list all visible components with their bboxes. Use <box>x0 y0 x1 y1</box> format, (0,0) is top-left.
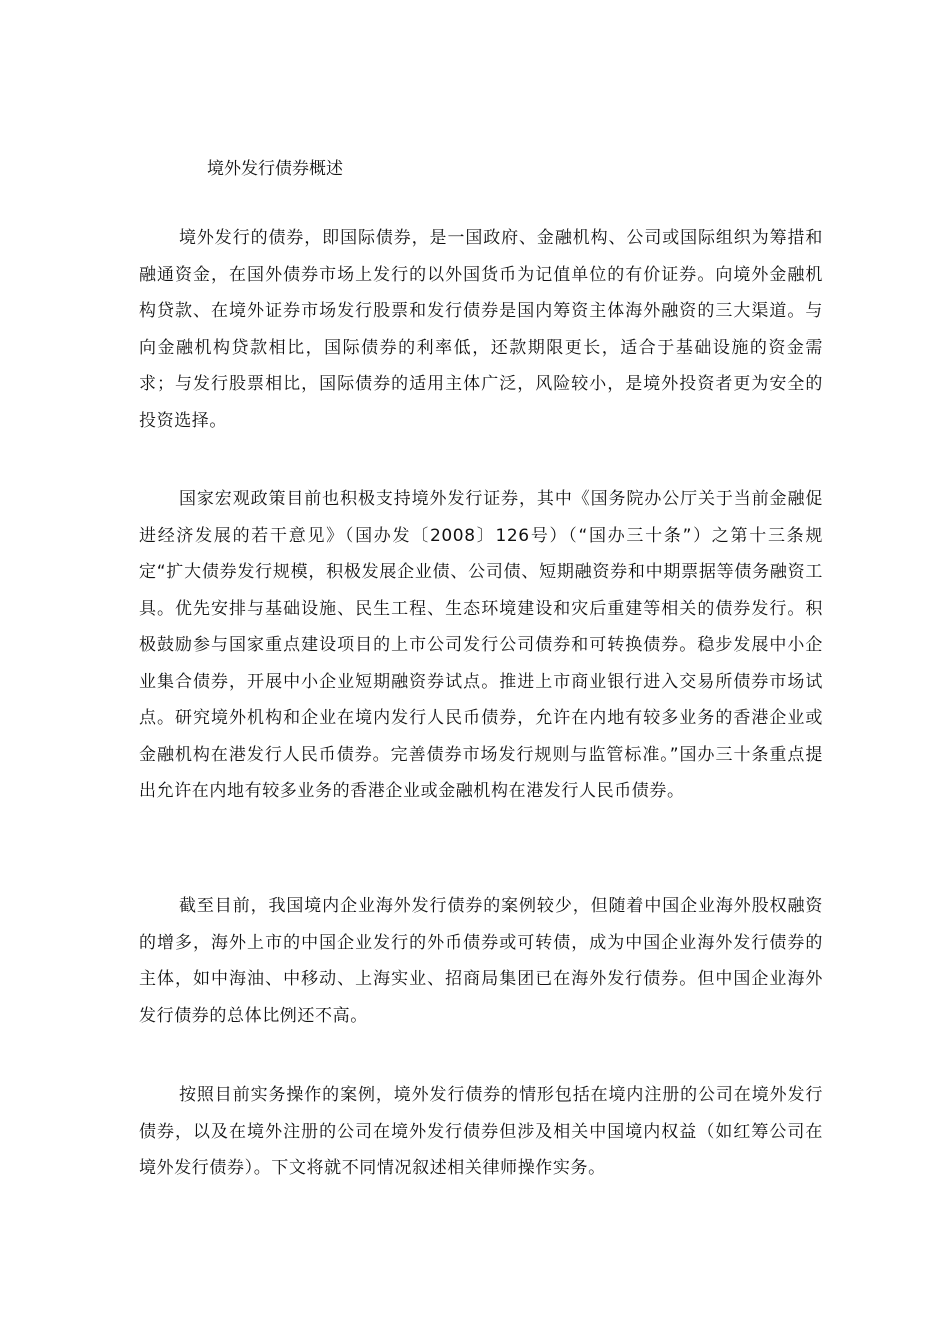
paragraph-current-status: 截至目前，我国境内企业海外发行债券的案例较少，但随着中国企业海外股权融资的增多，海外上市的中国企业发行的外币债券或可转债，成为中国企业海外发行债券的主体，如中海油、中移动、上海实业、招商局集团已在海外发行债券。但中国企业海外发行债券的总体比例还不高。 <box>139 896 823 1026</box>
paragraph-policy: 国家宏观政策目前也积极支持境外发行证券，其中《国务院办公厅关于当前金融促进经济发展的若干意见》（国办发〔2008〕126号）（“国办三十条”）之第十三条规定“扩大债券发行规模，积极发展企业债、公司债、短期融资券和中期票据等债务融资工具。优先安排与基础设施、民生工程、生态环境建设和灾后重建等相关的债券发行。积极鼓励参与国家重点建设项目的上市公司发行公司债券和可转换债券。稳步发展中小企业集合债券，开展中小企业短期融资券试点。推进上市商业银行进入交易所债券市场试点。研究境外机构和企业在境内发行人民币债券，允许在内地有较多业务的香港企业或金融机构在港发行人民币债券。完善债券市场发行规则与监管标准。”国办三十条重点提出允许在内地有较多业务的香港企业或金融机构在港发行人民币债券。 <box>139 489 823 801</box>
document-title: 境外发行债券概述 <box>207 159 343 179</box>
paragraph-practice: 按照目前实务操作的案例，境外发行债券的情形包括在境内注册的公司在境外发行债券，以及在境外注册的公司在境外发行债券但涉及相关中国境内权益（如红筹公司在境外发行债券）。下文将就不同情况叙述相关律师操作实务。 <box>139 1085 823 1178</box>
paragraph-overview: 境外发行的债券，即国际债券，是一国政府、金融机构、公司或国际组织为筹措和融通资金，在国外债券市场上发行的以外国货币为记值单位的有价证券。向境外金融机构贷款、在境外证券市场发行股票和发行债券是国内筹资主体海外融资的三大渠道。与向金融机构贷款相比，国际债券的利率低，还款期限更长，适合于基础设施的资金需求；与发行股票相比，国际债券的适用主体广泛，风险较小，是境外投资者更为安全的投资选择。 <box>139 228 823 431</box>
